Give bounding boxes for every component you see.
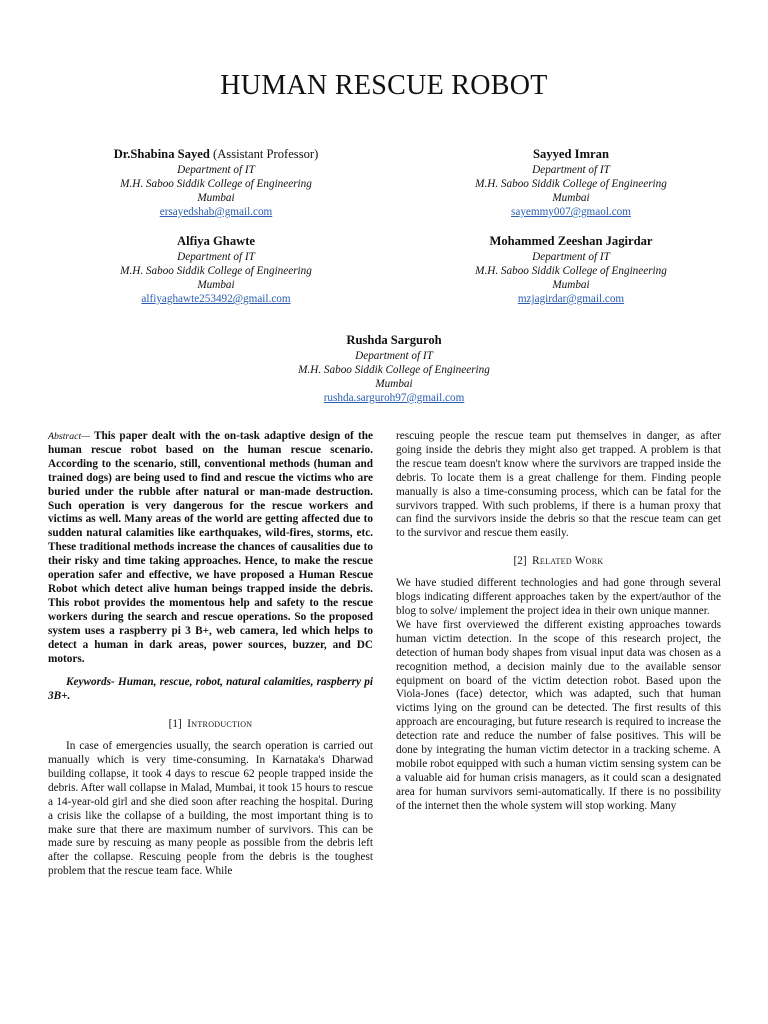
author-dept: Department of IT [532, 164, 610, 176]
author-email[interactable]: alfiyaghawte253492@gmail.com [141, 293, 291, 305]
abstract-text: This paper dealt with the on-task adaptive design of the human rescue robot based on the human rescue scenario. According to the scenario, still, conventional methods (human and trained dogs) are being used to find and rescue the victims who are buried under the rubble after natural or man-made destruction. Such operation is very dangerous for the rescue workers and victims as well. Many areas of the world are getting affected due to sudden natural calamities like earthquakes, wild-fires, storms, etc. These traditional methods increase the chances of causalities due to their risky and time taking approaches. Hence, to make the rescue operation safer and effective, we have proposed a Human Rescue Robot which detect alive human beings trapped inside the debris. This robot provides the momentous help and safety to the rescue workers during the search and rescue operations. So the proposed system uses a raspberry pi 3 B+, web camera, led which helps to detect a human in dark areas, power sources, buzzer, and DC motors. [48, 430, 374, 665]
author-name: Alfiya Ghawte [176, 234, 255, 248]
section-heading-related-work: [2] Related Work [513, 555, 604, 568]
author-city: Mumbai [197, 192, 235, 204]
author-college: M.H. Saboo Siddik College of Engineering [298, 364, 490, 376]
author-college: M.H. Saboo Siddik College of Engineering [475, 178, 667, 190]
author-dept: Department of IT [355, 350, 433, 362]
related-work-paragraph-2: We have first overviewed the different existing approaches towards human victim detection. In the scope of this research project, the detection of human body shapes from visual input data was chosen as a recognition method, a decision mainly due to the available sensor equipment on board of the victim detection robot. Based upon the Viola-Jones (face) detector, which was adapted, such that human victims lying on the ground can be detected. The first results of this approach are encouraging, but future research is required to increase the detection rate and reduce the number of false positives. This will be done by integrating the human victim detector in a tracking scheme. A mobile robot equipped with such a human victim sensing system can be a valuable aid for human crisis managers, as it could scan a designated area for human survivors semi-automatically. If there is no possibility of the internet then the whole system will stop working. Many [396, 618, 721, 812]
author-block-1 [52, 146, 380, 219]
author-college: M.H. Saboo Siddik College of Engineering [120, 178, 312, 190]
author-block-4 [406, 233, 736, 306]
related-work-paragraph-1: We have studied different technologies and had gone through several blogs indicating different approaches taken by the expert/author of the blog to solve/ implement the project idea in their own unique manner. [396, 577, 721, 617]
author-college: M.H. Saboo Siddik College of Engineering [475, 265, 667, 277]
author-name: Mohammed Zeeshan Jagirdar [489, 234, 653, 248]
author-block-3 [52, 233, 380, 306]
author-name: Sayyed Imran [533, 147, 609, 161]
author-name: Rushda Sarguroh [346, 333, 442, 347]
paper-title: HUMAN RESCUE ROBOT [220, 70, 548, 101]
abstract [48, 430, 373, 666]
author-dept: Department of IT [177, 164, 255, 176]
author-college: M.H. Saboo Siddik College of Engineering [120, 265, 312, 277]
author-city: Mumbai [552, 279, 590, 291]
author-email[interactable]: ersayedshab@gmail.com [159, 206, 273, 218]
author-email[interactable]: rushda.sarguroh97@gmail.com [323, 392, 465, 404]
author-block-2 [406, 146, 736, 219]
author-email[interactable]: sayemmy007@gmaol.com [511, 206, 631, 218]
introduction-paragraph: In case of emergencies usually, the search operation is carried out manually which is very time-consuming. In Karnataka's Dharwad building collapse, it took 4 days to rescue 62 people trapped inside the debris. After wall collapse in Malad, Mumbai, it took 15 hours to rescue a 14-year-old girl and she died soon after reaching the hospital. During a crisis like the collapse of a building, the most important thing is to make sure that there are maximum number of survivors. This can be made sure by rescuing as many people as possible from the debris left after the collapse. Rescuing people from the debris is the toughest problem that the rescue team face. While [48, 740, 373, 878]
author-dept: Department of IT [532, 251, 610, 263]
abstract-lead: Abstract— [48, 431, 90, 442]
keywords: Keywords- Human, rescue, robot, natural calamities, raspberry pi 3B+. [48, 676, 373, 703]
author-name: Dr.Shabina Sayed (Assistant Professor) [113, 147, 319, 161]
left-column [48, 430, 373, 879]
section-heading-introduction: [1] Introduction [168, 718, 253, 731]
introduction-continued: rescuing people the rescue team put themselves in danger, as after going inside the debris they might also get trapped. A problem is that the rescue team doesn't know where the survivors are trapped inside the debris. To locate them is a great challenge for them. Finding people manually is also a time-consuming process, which can be fatal for the survivors trapped. With such problems, if there is a human proxy that can find the survivors inside the debris so that the rescue team can get to the survivor and rescue them easily. [396, 430, 721, 540]
author-dept: Department of IT [177, 251, 255, 263]
author-block-5 [230, 332, 558, 405]
author-city: Mumbai [197, 279, 235, 291]
author-city: Mumbai [375, 378, 413, 390]
author-city: Mumbai [552, 192, 590, 204]
right-column [396, 430, 721, 814]
author-email[interactable]: mzjagirdar@gmail.com [517, 293, 625, 305]
